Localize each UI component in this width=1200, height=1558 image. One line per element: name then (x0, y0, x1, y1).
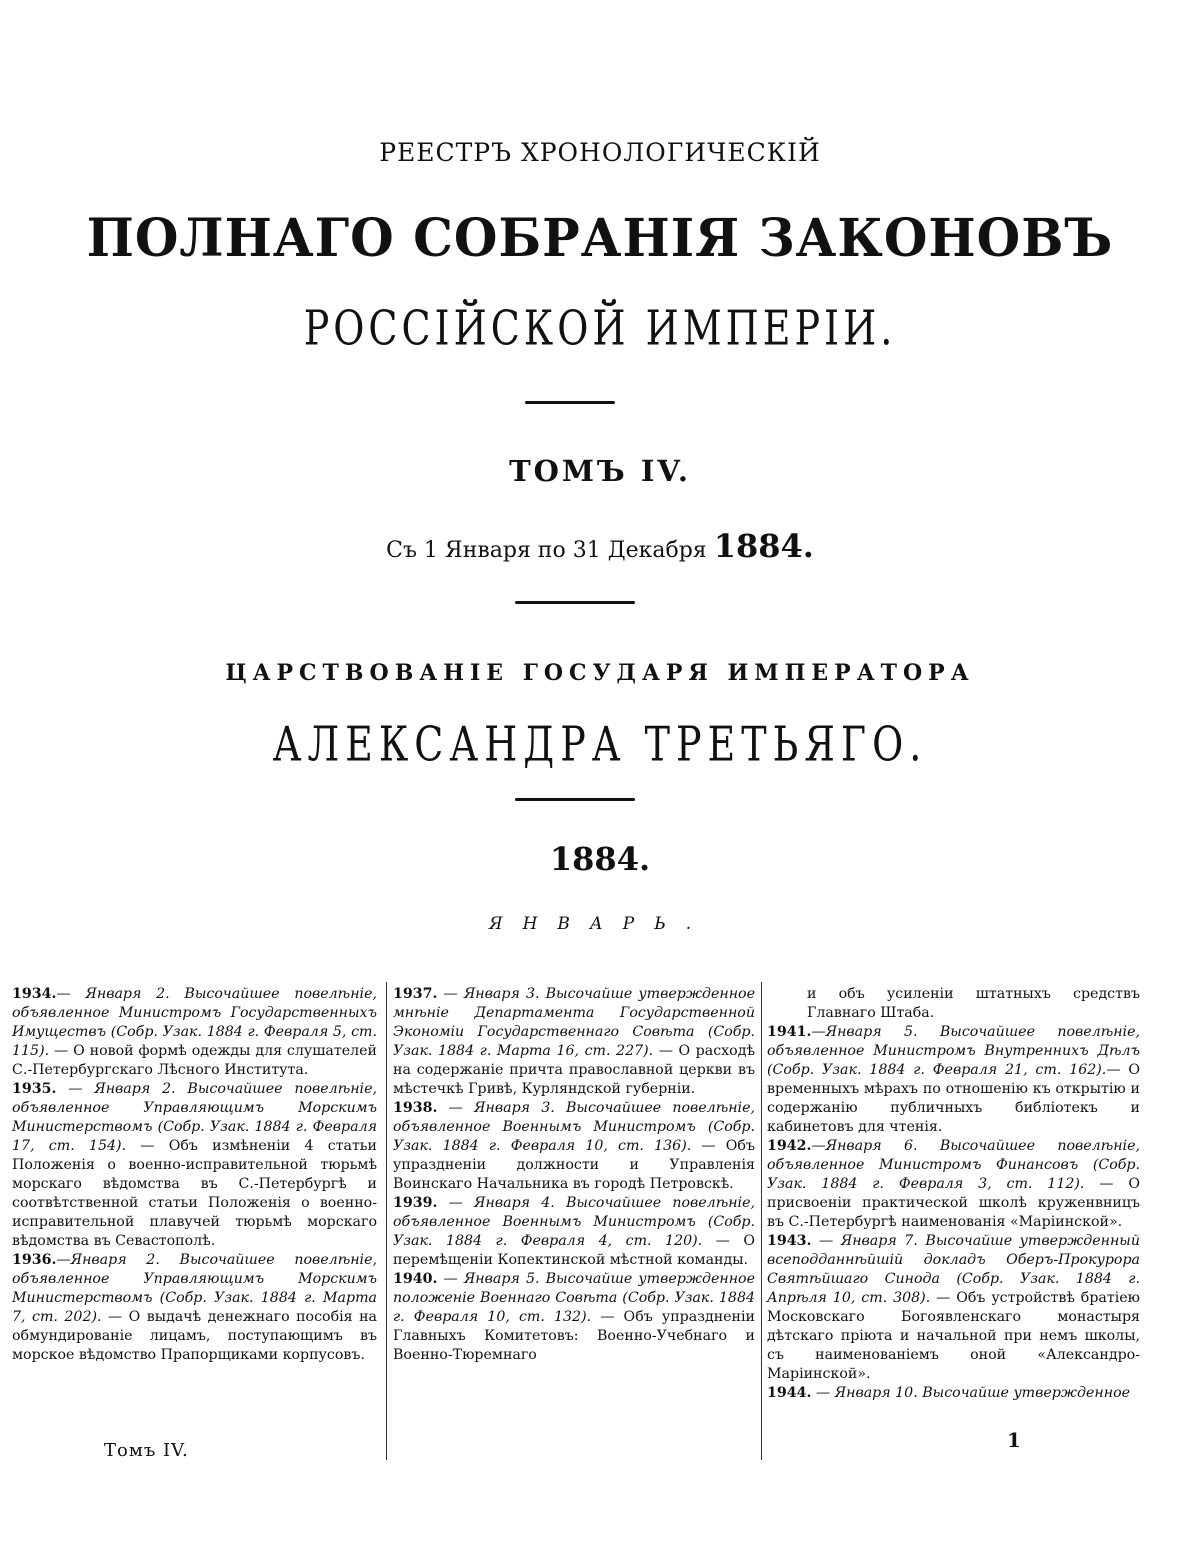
entry-text: — Объ упраздненіи должности и Управленія Воинскаго Начальника въ городѣ Петровскѣ. (393, 1138, 755, 1192)
entry-number: 1935. (12, 1081, 57, 1097)
column-divider (386, 982, 387, 1460)
entry-number: 1939. (393, 1195, 438, 1211)
entry-date: — Января 3. Высочайшее повелѣніе, объявленное Военнымъ Министромъ (Собр. Узак. 1884 г. Февраля 10, ст. 136). (393, 1100, 755, 1154)
entry-text: — Объ упраздненіи Главныхъ Комитетовъ: Военно-Учебнаго и Военно-Тюремнаго (393, 1309, 755, 1363)
law-entry (12, 1080, 377, 1251)
entry-date: — Января 2. Высочайшее повелѣніе, объявленное Министромъ Государственныхъ Имуществъ (Собр. Узак. 1884 г. Февраля 5, ст. 115). (12, 986, 377, 1059)
entry-text: — О расходѣ на содержаніе причта православной церкви въ мѣстечкѣ Гривѣ, Курляндской губерніи. (393, 1043, 755, 1097)
main-title: ПОЛНАГО СОБРАНІЯ ЗАКОНОВЪ (86, 206, 1114, 269)
entry-date: — Января 7. Высочайше утвержденный всеподданнѣйшій докладъ Оберъ-Прокурора Святѣйшаго Синода (Собр. Узак. 1884 г. Апрѣля 10, ст. 308). (767, 1233, 1140, 1306)
entry-number: 1942. (767, 1138, 812, 1154)
entry-number: 1936. (12, 1252, 57, 1268)
law-entry (393, 1099, 755, 1194)
law-entry (767, 1384, 1140, 1403)
law-entry (393, 985, 755, 1099)
entry-date: — Января 2. Высочайшее повелѣніе, объявленное Управляющимъ Морскимъ Министерствомъ (Собр. Узак. 1884 г. Февраля 17, ст. 154). (12, 1081, 377, 1154)
volume-title: ТОМЪ IV. (509, 454, 691, 488)
period-text: Съ 1 Января по 31 Декабря (386, 538, 707, 563)
entry-text: — Объ устройствѣ братіею Московскаго Богоявленскаго монастыря дѣтскаго пріюта и начальной при немъ школы, съ наименованіемъ оной «Александро-Маріинской». (767, 1290, 1140, 1382)
law-entry (12, 985, 377, 1080)
entry-number: 1943. (767, 1233, 812, 1249)
entry-date: — Января 10. Высочайше утвержденное (811, 1385, 1131, 1401)
year-heading: 1884. (549, 840, 651, 878)
period-line (0, 527, 1200, 565)
entry-date: — Января 3. Высочайше утвержденное мнѣніе Департамента Государственной Экономіи Государственнаго Совѣта (Собр. Узак. 1884 г. Марта 16, ст. 227). (393, 986, 755, 1059)
divider-rule (515, 601, 635, 604)
column-1 (12, 985, 377, 1365)
reign-title: ЦАРСТВОВАНІЕ ГОСУДАРЯ ИМПЕРАТОРА (225, 660, 975, 686)
footer-volume: Томъ IV. (104, 1440, 189, 1461)
period-year: 1884. (713, 527, 814, 565)
divider-rule (515, 798, 635, 801)
entry-number: 1937. (393, 986, 438, 1002)
entry-number: 1934. (12, 986, 57, 1002)
entry-text: — О временныхъ мѣрахъ по отношенію къ открытію и содержанію публичныхъ библіотекъ и кабинетовъ для чтенія. (767, 1062, 1140, 1135)
entry-date: — Января 4. Высочайшее повелѣніе, объявленное Военнымъ Министромъ (Собр. Узак. 1884 г. Февраля 4, ст. 120). (393, 1195, 755, 1249)
column-3 (767, 985, 1140, 1403)
law-entry (767, 1137, 1140, 1232)
entry-number: 1938. (393, 1100, 438, 1116)
entry-number: 1941. (767, 1024, 812, 1040)
entry-continuation: и объ усиленіи штатныхъ средствъ Главнаго Штаба. (807, 986, 1140, 1021)
entry-text: — О присвоеніи практической школѣ круженвницъ въ С.-Петербургѣ наименованія «Маріинской». (767, 1176, 1141, 1230)
emperor-name: АЛЕКСАНДРА ТРЕТЬЯГО. (272, 716, 928, 772)
entry-date: — Января 5. Высочайше утвержденное положеніе Военнаго Совѣта (Собр. Узак. 1884 г. Февраля 10, ст. 132). (393, 1271, 755, 1325)
entry-text: — О новой формѣ одежды для слушателей С.-Петербургскаго Лѣсного Института. (12, 1043, 377, 1078)
entry-date: —Января 2. Высочайшее повелѣніе, объявленное Управляющимъ Морскимъ Министерствомъ (Собр. Узак. 1884 г. Марта 7, ст. 202). (12, 1252, 377, 1325)
entry-date: —Января 6. Высочайшее повелѣніе, объявленное Министромъ Финансовъ (Собр. Узак. 1884 г. Февраля 3, ст. 112). (767, 1138, 1140, 1192)
entry-text: — Объ измѣненіи 4 статьи Положенія о военно-исправительной тюрьмѣ морскаго вѣдомства въ С.-Петербургѣ и соотвѣтственной статьи Положенія о военно-исправительной плавучей тюрьмѣ морскаго вѣдомства въ Севастополѣ. (12, 1138, 377, 1249)
column-2 (393, 985, 755, 1365)
entry-text: — О перемѣщеніи Копектинской мѣстной команды. (393, 1233, 756, 1268)
entry-number: 1944. (767, 1385, 812, 1401)
month-heading: ЯНВАРЬ. (488, 914, 712, 934)
page-number: 1 (1007, 1428, 1021, 1452)
registry-subtitle: РЕЕСТРЪ ХРОНОЛОГИЧЕСКІЙ (379, 138, 821, 167)
column-divider (761, 982, 762, 1460)
law-entry (767, 1232, 1140, 1384)
entry-text: — О выдачѣ денежнаго пособія на обмундированіе лицамъ, поступающимъ въ морское вѣдомство Прапорщиками корпусовъ. (12, 1309, 377, 1363)
entry-date: —Января 5. Высочайшее повелѣніе, объявленное Министромъ Внутреннихъ Дѣлъ (Собр. Узак. 1884 г. Февраля 21, ст. 162). (767, 1024, 1140, 1078)
empire-title: РОССІЙСКОЙ ИМПЕРІИ. (303, 300, 897, 356)
divider-rule (525, 401, 615, 404)
law-entry (393, 1270, 755, 1365)
law-entry (12, 1251, 377, 1365)
entry-number: 1940. (393, 1271, 438, 1287)
law-entry (393, 1194, 755, 1270)
law-entry (767, 1023, 1140, 1137)
